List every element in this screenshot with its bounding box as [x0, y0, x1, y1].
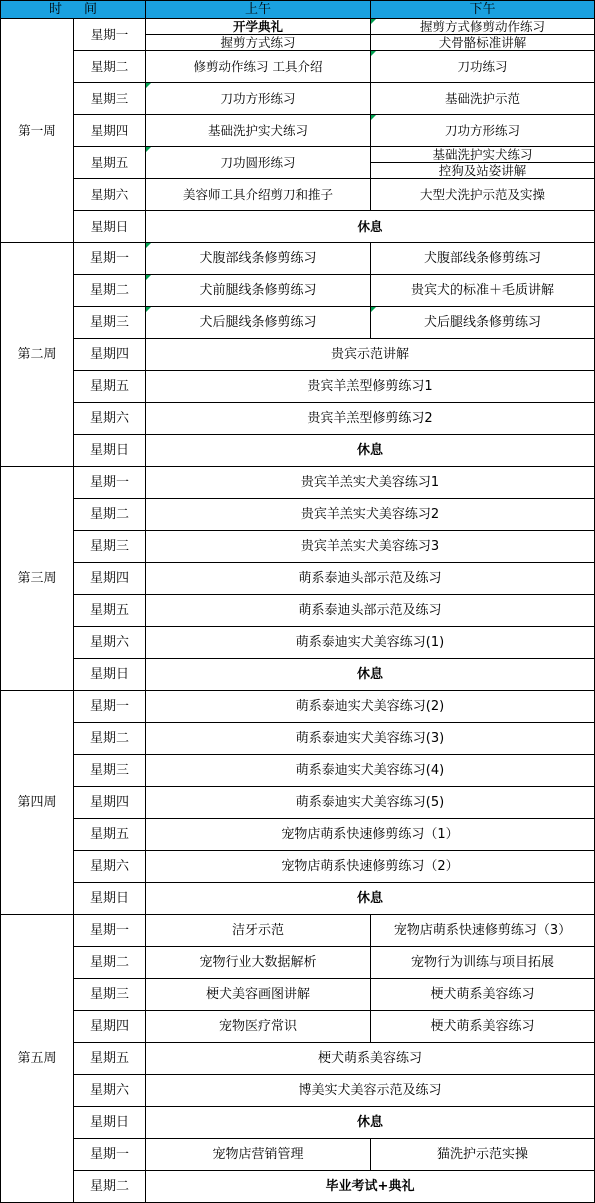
schedule-cell: 控狗及站姿讲解	[371, 163, 595, 179]
schedule-cell: 犬骨骼标准讲解	[371, 35, 595, 51]
schedule-cell: 猫洗护示范实操	[371, 1139, 595, 1171]
day-label: 星期五	[74, 819, 146, 851]
schedule-cell: 握剪方式练习	[146, 35, 371, 51]
week-label: 第五周	[1, 915, 74, 1203]
schedule-cell: 握剪方式修剪动作练习	[371, 19, 595, 35]
day-label: 星期二	[74, 51, 146, 83]
week-label: 第二周	[1, 243, 74, 467]
day-label: 星期日	[74, 1107, 146, 1139]
schedule-cell: 萌系泰迪实犬美容练习(4)	[146, 755, 595, 787]
schedule-cell: 犬腹部线条修剪练习	[146, 243, 371, 275]
rest-cell: 休息	[146, 435, 595, 467]
schedule-cell: 犬前腿线条修剪练习	[146, 275, 371, 307]
schedule-cell: 萌系泰迪头部示范及练习	[146, 595, 595, 627]
schedule-cell: 梗犬萌系美容练习	[371, 1011, 595, 1043]
day-label: 星期三	[74, 979, 146, 1011]
schedule-cell: 宠物行为训练与项目拓展	[371, 947, 595, 979]
rest-cell: 休息	[146, 211, 595, 243]
schedule-cell: 刀功练习	[371, 51, 595, 83]
day-label: 星期六	[74, 403, 146, 435]
schedule-cell: 洁牙示范	[146, 915, 371, 947]
schedule-cell: 开学典礼	[146, 19, 371, 35]
rest-cell: 休息	[146, 659, 595, 691]
schedule-cell: 贵宾示范讲解	[146, 339, 595, 371]
schedule-cell: 毕业考试+典礼	[146, 1171, 595, 1203]
schedule-cell: 贵宾羊羔实犬美容练习2	[146, 499, 595, 531]
day-label: 星期四	[74, 339, 146, 371]
day-label: 星期一	[74, 691, 146, 723]
header-afternoon: 下午	[371, 1, 595, 19]
day-label: 星期六	[74, 851, 146, 883]
day-label: 星期一	[74, 243, 146, 275]
day-label: 星期三	[74, 531, 146, 563]
schedule-cell: 梗犬萌系美容练习	[371, 979, 595, 1011]
day-label: 星期五	[74, 147, 146, 179]
day-label: 星期日	[74, 435, 146, 467]
week-label: 第四周	[1, 691, 74, 915]
schedule-cell: 基础洗护示范	[371, 83, 595, 115]
day-label: 星期四	[74, 563, 146, 595]
schedule-cell: 犬后腿线条修剪练习	[371, 307, 595, 339]
schedule-cell: 宠物店萌系快速修剪练习（2）	[146, 851, 595, 883]
day-label: 星期一	[74, 1139, 146, 1171]
schedule-cell: 美容师工具介绍剪刀和推子	[146, 179, 371, 211]
schedule-cell: 萌系泰迪实犬美容练习(2)	[146, 691, 595, 723]
schedule-cell: 萌系泰迪实犬美容练习(5)	[146, 787, 595, 819]
schedule-cell: 大型犬洗护示范及实操	[371, 179, 595, 211]
schedule-cell: 宠物店萌系快速修剪练习（1）	[146, 819, 595, 851]
day-label: 星期六	[74, 627, 146, 659]
day-label: 星期五	[74, 595, 146, 627]
day-label: 星期五	[74, 371, 146, 403]
day-label: 星期一	[74, 467, 146, 499]
schedule-cell: 刀功方形练习	[371, 115, 595, 147]
schedule-cell: 萌系泰迪实犬美容练习(3)	[146, 723, 595, 755]
schedule-cell: 刀功圆形练习	[146, 147, 371, 179]
rest-cell: 休息	[146, 1107, 595, 1139]
week-label: 第一周	[1, 19, 74, 243]
day-label: 星期日	[74, 659, 146, 691]
schedule-cell: 萌系泰迪头部示范及练习	[146, 563, 595, 595]
day-label: 星期三	[74, 755, 146, 787]
day-label: 星期二	[74, 723, 146, 755]
schedule-cell: 贵宾羊羔型修剪练习1	[146, 371, 595, 403]
schedule-cell: 博美实犬美容示范及练习	[146, 1075, 595, 1107]
schedule-cell: 犬腹部线条修剪练习	[371, 243, 595, 275]
day-label: 星期二	[74, 1171, 146, 1203]
schedule-cell: 贵宾羊羔实犬美容练习1	[146, 467, 595, 499]
day-label: 星期一	[74, 915, 146, 947]
day-label: 星期六	[74, 179, 146, 211]
schedule-cell: 贵宾犬的标准＋毛质讲解	[371, 275, 595, 307]
schedule-cell: 贵宾羊羔实犬美容练习3	[146, 531, 595, 563]
schedule-cell: 宠物行业大数据解析	[146, 947, 371, 979]
day-label: 星期一	[74, 19, 146, 51]
day-label: 星期三	[74, 307, 146, 339]
day-label: 星期二	[74, 499, 146, 531]
schedule-cell: 宠物医疗常识	[146, 1011, 371, 1043]
schedule-cell: 修剪动作练习 工具介绍	[146, 51, 371, 83]
week-label: 第三周	[1, 467, 74, 691]
day-label: 星期四	[74, 115, 146, 147]
schedule-cell: 贵宾羊羔型修剪练习2	[146, 403, 595, 435]
day-label: 星期日	[74, 883, 146, 915]
day-label: 星期日	[74, 211, 146, 243]
day-label: 星期三	[74, 83, 146, 115]
header-morning: 上午	[146, 1, 371, 19]
schedule-cell: 梗犬萌系美容练习	[146, 1043, 595, 1075]
header-time-b: 间	[84, 2, 98, 17]
header-time	[1, 1, 146, 19]
schedule-cell: 宠物店营销管理	[146, 1139, 371, 1171]
day-label: 星期四	[74, 787, 146, 819]
schedule-cell: 基础洗护实犬练习	[146, 115, 371, 147]
day-label: 星期二	[74, 275, 146, 307]
day-label: 星期二	[74, 947, 146, 979]
day-label: 星期六	[74, 1075, 146, 1107]
schedule-cell: 宠物店萌系快速修剪练习（3）	[371, 915, 595, 947]
rest-cell: 休息	[146, 883, 595, 915]
schedule-cell: 梗犬美容画图讲解	[146, 979, 371, 1011]
header-time-a: 时	[48, 2, 62, 17]
schedule-cell: 犬后腿线条修剪练习	[146, 307, 371, 339]
schedule-cell: 基础洗护实犬练习	[371, 147, 595, 163]
schedule-cell: 萌系泰迪实犬美容练习(1)	[146, 627, 595, 659]
day-label: 星期四	[74, 1011, 146, 1043]
day-label: 星期五	[74, 1043, 146, 1075]
schedule-cell: 刀功方形练习	[146, 83, 371, 115]
